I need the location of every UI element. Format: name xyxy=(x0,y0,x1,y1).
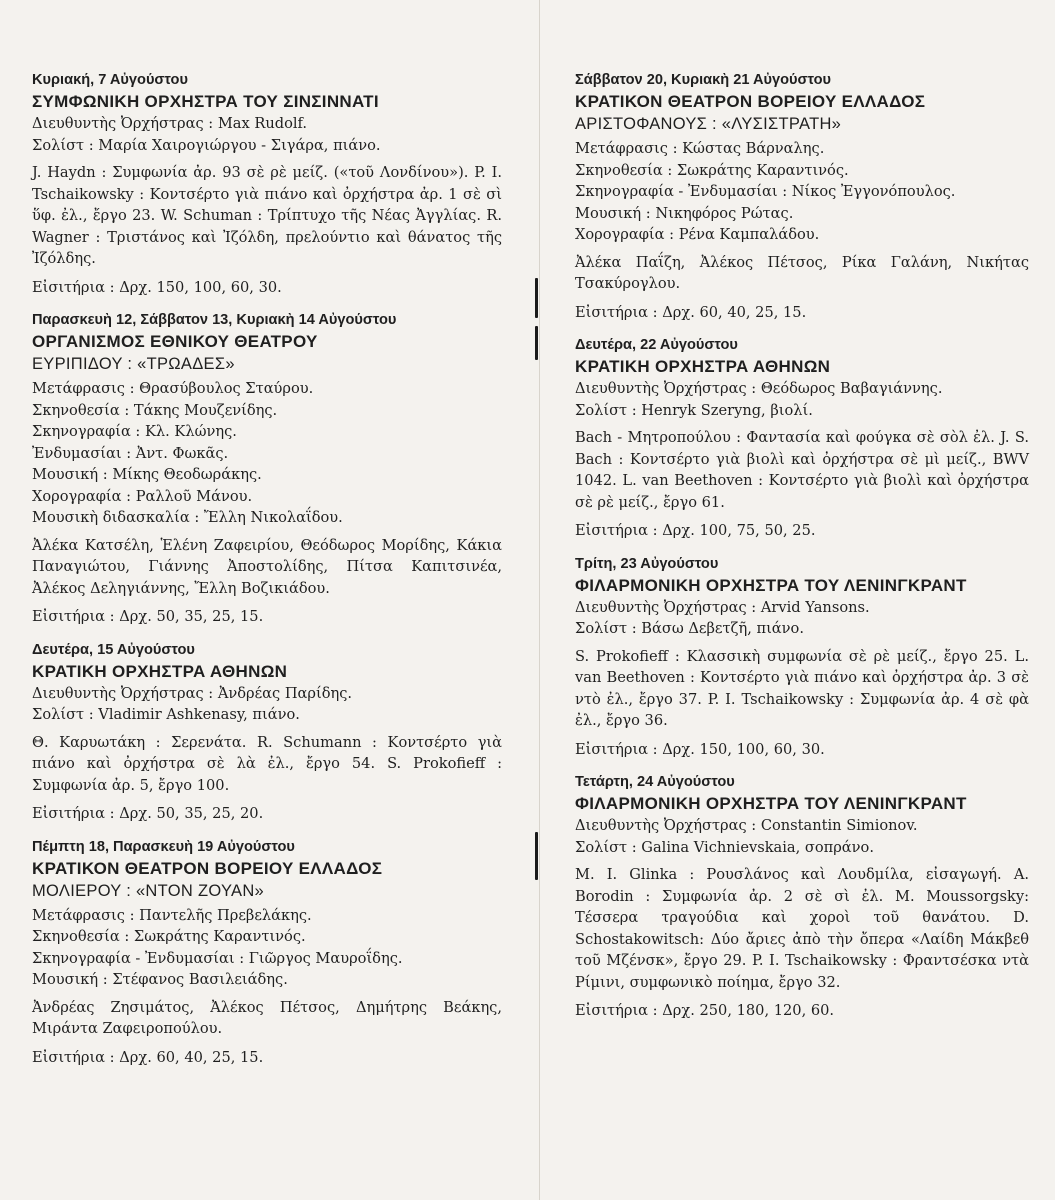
credit-line: Σολίστ : Vladimir Ashkenasy, πιάνο. xyxy=(32,706,300,723)
credit-line: Σολίστ : Βάσω Δεβετζῆ, πιάνο. xyxy=(575,620,804,637)
program-text: J. Haydn : Συμφωνία ἀρ. 93 σὲ ρὲ μείζ. («τοῦ Λονδίνου»). P. I. Tschaikowsky : Κοντσέρτο γιὰ πιάνο καὶ ὀρχήστρα ἀρ. 1 σὲ σὶ ὕφ. ἐλ., ἔργο 23. W. Schuman : Τρίπτυχο τῆς Νέας Ἀγγλίας. R. Wagner : Τριστάνος καὶ Ἰζόλδη, πρελούντιο καὶ θάνατος τῆς Ἰζόλδης. xyxy=(32,164,502,267)
credit-line: Μετάφρασις : Θρασύβουλος Σταύρου. xyxy=(32,380,314,397)
event-block xyxy=(32,310,502,628)
credit-line: Σολίστ : Μαρία Χαιρογιώργου - Σιγάρα, πιάνο. xyxy=(32,136,381,154)
credit-line: Σκηνογραφία - Ἐνδυμασίαι : Γιῶργος Μαυροΐδης. xyxy=(32,949,403,967)
event-block xyxy=(32,837,502,1069)
program-text: Bach - Μητροπούλου : Φαντασία καὶ φούγκα σὲ σὸλ ἐλ. J. S. Bach : Κοντσέρτο γιὰ βιολὶ καὶ ὀρχήστρα σὲ μὶ μείζ., BWV 1042. L. van Beethoven : Κοντσέρτο γιὰ βιολὶ καὶ ὀρχήστρα σὲ ρὲ μείζ., ἔργο 61. xyxy=(575,429,1029,511)
credit-line: Μουσική : Νικηφόρος Ρώτας. xyxy=(575,204,794,222)
event-block xyxy=(32,70,502,298)
event-block xyxy=(575,70,1029,323)
event-date: Τρίτη, 23 Αὐγούστου xyxy=(575,555,719,572)
credit-line: Σκηνογραφία - Ἐνδυμασίαι : Νίκος Ἐγγονόπουλος. xyxy=(575,183,956,200)
cast-list: Ἀνδρέας Ζησιμάτος, Ἀλέκος Πέτσος, Δημήτρης Βεάκης, Μιράντα Ζαφειροπούλου. xyxy=(32,998,502,1037)
event-date: Δευτέρα, 22 Αὐγούστου xyxy=(575,337,738,353)
credit-line: Σκηνογραφία : Κλ. Κλώνης. xyxy=(32,423,237,440)
event-date: Δευτέρα, 15 Αὐγούστου xyxy=(32,641,195,658)
cast-list: Ἀλέκα Κατσέλη, Ἑλένη Ζαφειρίου, Θεόδωρος Μορίδης, Κάκια Παναγιώτου, Γιάννης Ἀποστολίδης, Πίτσα Καπιτσινέα, Ἀλέκος Δεληγιάννης, Ἔλλη Βοζικιάδου. xyxy=(32,536,502,597)
credit-line: Χορογραφία : Ραλλοῦ Μάνου. xyxy=(32,487,253,505)
event-title: ΦΙΛΑΡΜΟΝΙΚΗ ΟΡΧΗΣΤΡΑ ΤΟΥ ΛΕΝΙΝΓΚΡΑΝΤ xyxy=(575,794,967,813)
credit-line: Χορογραφία : Ρένα Καμπαλάδου. xyxy=(575,226,820,243)
event-block xyxy=(32,640,502,825)
cast-list: Ἀλέκα Παΐζη, Ἀλέκος Πέτσος, Ρίκα Γαλάνη, Νικήτας Τσακύρογλου. xyxy=(575,253,1029,292)
event-title: ΟΡΓΑΝΙΣΜΟΣ ΕΘΝΙΚΟΥ ΘΕΑΤΡΟΥ xyxy=(32,332,318,351)
event-block xyxy=(575,772,1029,1022)
ticket-prices: Εἰσιτήρια : Δρχ. 250, 180, 120, 60. xyxy=(575,1002,835,1019)
program-text: S. Prokofieff : Κλασσικὴ συμφωνία σὲ ρὲ μείζ., ἔργο 25. L. van Beethoven : Κοντσέρτο γιὰ πιάνο καὶ ὀρχήστρα ἀρ. 3 σὲ ντὸ ἐλ., ἔργο 37. P. I. Tschaikowsky : Συμφωνία ἀρ. 4 σὲ φὰ ἐλ., ἔργο 36. xyxy=(575,647,1029,729)
program-text: Θ. Καρυωτάκη : Σερενάτα. R. Schumann : Κοντσέρτο γιὰ πιάνο καὶ ὀρχήστρα σὲ λὰ ἐλ., ἔργο 54. S. Prokofieff : Συμφωνία ἀρ. 5, ἔργο 100. xyxy=(32,733,502,794)
credit-line: Σολίστ : Galina Vichnievskaia, σοπράνο. xyxy=(575,838,874,856)
ticket-prices: Εἰσιτήρια : Δρχ. 50, 35, 25, 15. xyxy=(32,608,264,625)
credit-line: Μουσικὴ διδασκαλία : Ἔλλη Νικολαΐδου. xyxy=(32,509,343,526)
staple-upper xyxy=(535,326,538,360)
credit-line: Διευθυντὴς Ὀρχήστρας : Θεόδωρος Βαβαγιάννης. xyxy=(575,380,943,397)
right-column xyxy=(575,62,1029,1034)
event-subtitle: ΜΟΛΙΕΡΟΥ : «ΝΤΟΝ ΖΟΥΑΝ» xyxy=(32,881,265,900)
event-title: ΣΥΜΦΩΝΙΚΗ ΟΡΧΗΣΤΡΑ ΤΟΥ ΣΙΝΣΙΝΝΑΤΙ xyxy=(32,92,379,111)
program-text: M. I. Glinka : Ρουσλάνος καὶ Λουδμίλα, εἰσαγωγή. A. Borodin : Συμφωνία ἀρ. 2 σὲ σὶ ἐλ. M. Moussorgsky: Τέσσερα τραγούδια καὶ χοροὶ τοῦ θανάτου. D. Schostakowitsch: Δύο ἄριες ἀπὸ τὴν ὄπερα «Λαίδη Μάκβεθ τοῦ Μζένσκ», ἔργο 29. P. I. Tschaikowsky : Φραντσέσκα ντὰ Ρίμινι, συμφωνικὸ ποίημα, ἔργο 32. xyxy=(575,866,1029,991)
credit-line: Μετάφρασις : Παντελῆς Πρεβελάκης. xyxy=(32,906,312,924)
ticket-prices: Εἰσιτήρια : Δρχ. 150, 100, 60, 30. xyxy=(575,740,825,758)
page-fold xyxy=(539,0,540,1200)
credit-line: Σκηνοθεσία : Σωκράτης Καραντινός. xyxy=(32,928,306,945)
credit-line: Μετάφρασις : Κώστας Βάρναλης. xyxy=(575,140,825,157)
credit-line: Ἐνδυμασίαι : Ἀντ. Φωκᾶς. xyxy=(32,444,229,462)
ticket-prices: Εἰσιτήρια : Δρχ. 50, 35, 25, 20. xyxy=(32,805,264,822)
staple-top xyxy=(535,278,538,318)
event-date: Κυριακή, 7 Αὐγούστου xyxy=(32,72,188,88)
credit-line: Μουσική : Μίκης Θεοδωράκης. xyxy=(32,466,262,483)
left-column xyxy=(32,62,502,1080)
credit-line: Διευθυντὴς Ὀρχήστρας : Ἀνδρέας Παρίδης. xyxy=(32,684,353,702)
credit-line: Διευθυντὴς Ὀρχήστρας : Max Rudolf. xyxy=(32,115,308,132)
event-block xyxy=(575,335,1029,542)
event-title: ΚΡΑΤΙΚΗ ΟΡΧΗΣΤΡΑ ΑΘΗΝΩΝ xyxy=(32,661,288,681)
event-block xyxy=(575,554,1029,761)
event-title: ΚΡΑΤΙΚΟΝ ΘΕΑΤΡΟΝ ΒΟΡΕΙΟΥ ΕΛΛΑΔΟΣ xyxy=(32,858,383,878)
credit-line: Διευθυντὴς Ὀρχήστρας : Constantin Simionov. xyxy=(575,817,918,834)
event-title: ΚΡΑΤΙΚΟΝ ΘΕΑΤΡΟΝ ΒΟΡΕΙΟΥ ΕΛΛΑΔΟΣ xyxy=(575,92,926,111)
event-date: Σάββατον 20, Κυριακὴ 21 Αὐγούστου xyxy=(575,72,832,88)
ticket-prices: Εἰσιτήρια : Δρχ. 60, 40, 25, 15. xyxy=(32,1048,264,1066)
credit-line: Διευθυντὴς Ὀρχήστρας : Arvid Yansons. xyxy=(575,598,870,616)
event-subtitle: ΕΥΡΙΠΙΔΟΥ : «ΤΡΩΑΔΕΣ» xyxy=(32,355,235,373)
event-date: Παρασκευὴ 12, Σάββατον 13, Κυριακὴ 14 Αὐγούστου xyxy=(32,312,397,328)
event-subtitle: ΑΡΙΣΤΟΦΑΝΟΥΣ : «ΛΥΣΙΣΤΡΑΤΗ» xyxy=(575,115,842,133)
staple-lower xyxy=(535,832,538,880)
event-title: ΚΡΑΤΙΚΗ ΟΡΧΗΣΤΡΑ ΑΘΗΝΩΝ xyxy=(575,357,831,376)
event-date: Πέμπτη 18, Παρασκευὴ 19 Αὐγούστου xyxy=(32,838,295,855)
credit-line: Μουσική : Στέφανος Βασιλειάδης. xyxy=(32,971,288,988)
event-title: ΦΙΛΑΡΜΟΝΙΚΗ ΟΡΧΗΣΤΡΑ ΤΟΥ ΛΕΝΙΝΓΚΡΑΝΤ xyxy=(575,575,967,595)
ticket-prices: Εἰσιτήρια : Δρχ. 150, 100, 60, 30. xyxy=(32,278,282,296)
credit-line: Σκηνοθεσία : Τάκης Μουζενίδης. xyxy=(32,401,278,419)
event-date: Τετάρτη, 24 Αὐγούστου xyxy=(575,774,735,790)
credit-line: Σολίστ : Henryk Szeryng, βιολί. xyxy=(575,401,813,419)
ticket-prices: Εἰσιτήρια : Δρχ. 100, 75, 50, 25. xyxy=(575,522,816,539)
ticket-prices: Εἰσιτήρια : Δρχ. 60, 40, 25, 15. xyxy=(575,303,807,321)
credit-line: Σκηνοθεσία : Σωκράτης Καραντινός. xyxy=(575,161,849,179)
